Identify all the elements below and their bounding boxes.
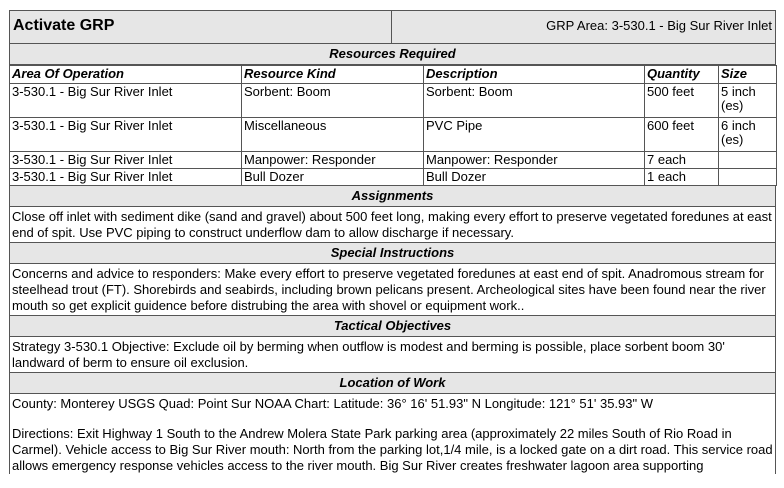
table-row [10, 169, 777, 186]
column-header: Description [424, 66, 645, 84]
table-cell: PVC Pipe [424, 118, 645, 152]
table-cell: Sorbent: Boom [242, 84, 424, 118]
table-cell: 6 inch (es) [719, 118, 777, 152]
table-cell: 3-530.1 - Big Sur River Inlet [10, 152, 242, 169]
special-instructions-text: Concerns and advice to responders: Make every effort to preserve vegetated foredunes at east end of spit. Anadromous stream for steelhead trout (FT). Shorebirds and seabirds, including brown pelicans present. Archeological sites have been found near the river mouth so get explicit guidence before distrubing the area with shovel or equipment work.. [9, 264, 776, 316]
table-cell: 3-530.1 - Big Sur River Inlet [10, 169, 242, 186]
table-row [10, 152, 777, 169]
location-directions: Directions: Exit Highway 1 South to the Andrew Molera State Park parking area (approximately 22 miles South of Rio Road in Carmel). Vehicle access to Big Sur River mouth: North from the parking lot,1/4 mile, is a locked gate on a dirt road. This service road allows emergency response vehicles access to the river mouth. Big Sur River creates freshwater lagoon area supporting [12, 426, 773, 473]
grp-document [9, 10, 776, 474]
document-header [9, 10, 776, 44]
location-coordinates: County: Monterey USGS Quad: Point Sur NOAA Chart: Latitude: 36° 16' 51.93" N Longitude: 121° 51' 35.93" W [12, 396, 654, 411]
table-cell: 500 feet [645, 84, 719, 118]
column-header: Resource Kind [242, 66, 424, 84]
table-cell [719, 169, 777, 186]
section-header-special-instructions: Special Instructions [9, 243, 776, 264]
table-cell: 1 each [645, 169, 719, 186]
table-cell: Manpower: Responder [424, 152, 645, 169]
column-header: Size [719, 66, 777, 84]
table-row [10, 118, 777, 152]
tactical-objectives-text: Strategy 3-530.1 Objective: Exclude oil by berming when outflow is modest and berming is possible, place sorbent boom 30' landward of berm to ensure oil exclusion. [9, 337, 776, 373]
table-cell: 600 feet [645, 118, 719, 152]
table-cell: 5 inch (es) [719, 84, 777, 118]
table-cell: Bull Dozer [424, 169, 645, 186]
column-header: Quantity [645, 66, 719, 84]
section-header-location: Location of Work [9, 373, 776, 394]
table-row [10, 84, 777, 118]
location-box [9, 394, 776, 474]
table-header-row [10, 66, 777, 84]
table-cell: Sorbent: Boom [424, 84, 645, 118]
page-title: Activate GRP [10, 11, 392, 43]
table-cell: 7 each [645, 152, 719, 169]
grp-area-label: GRP Area: 3-530.1 - Big Sur River Inlet [546, 18, 772, 33]
table-cell [719, 152, 777, 169]
column-header: Area Of Operation [10, 66, 242, 84]
table-cell: Manpower: Responder [242, 152, 424, 169]
section-header-resources: Resources Required [9, 44, 776, 65]
table-cell: 3-530.1 - Big Sur River Inlet [10, 84, 242, 118]
table-cell: Bull Dozer [242, 169, 424, 186]
table-cell: Miscellaneous [242, 118, 424, 152]
section-header-tactical-objectives: Tactical Objectives [9, 316, 776, 337]
table-cell: 3-530.1 - Big Sur River Inlet [10, 118, 242, 152]
section-header-assignments: Assignments [9, 186, 776, 207]
resources-table [9, 65, 777, 186]
assignments-text: Close off inlet with sediment dike (sand and gravel) about 500 feet long, making every effort to preserve vegetated foredunes at east end of spit. Use PVC piping to construct underflow dam to allow discharge if necessary. [9, 207, 776, 243]
